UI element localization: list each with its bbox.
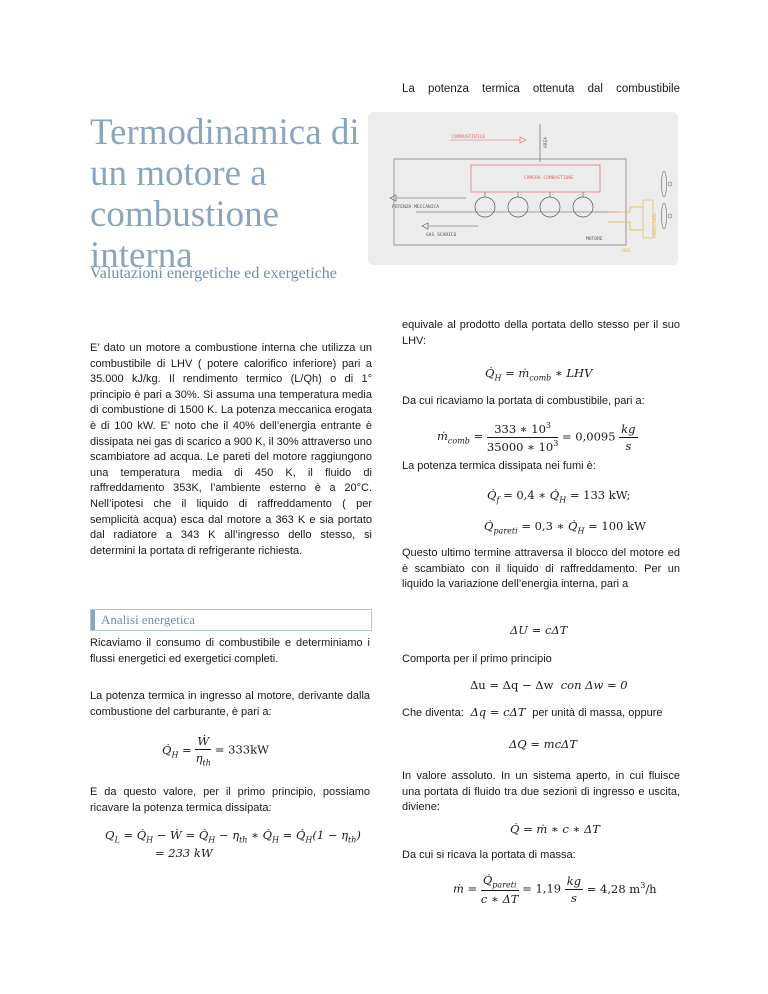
fuel-flow-intro: Da cui ricaviamo la portata di combustibile, pari a:	[402, 395, 645, 407]
engine-diagram	[368, 112, 678, 265]
per-mass-b: per unità di massa, oppure	[532, 707, 663, 719]
mdot-volume: = 4,28 m	[586, 881, 641, 896]
qf-coef: = 0,4 ∗	[503, 488, 550, 502]
thermal-power-intro: La potenza termica in ingresso al motore, derivante dalla combustione del carburante, è pari a:	[90, 690, 370, 718]
fan-2	[662, 203, 667, 229]
label-camera: CAMERA COMBUSTIONE	[524, 176, 574, 181]
analysis-intro: Ricaviamo il consumo di combustibile e determiniamo i flussi energetici ed exergetici completi.	[90, 637, 370, 665]
problem-statement: E’ dato un motore a combustione interna che utilizza un combustibile di LHV ( potere calorifico inferiore) pari a 35.000 kJ/kg. Il rendimento termico (L/Qh) o di 1° principio è pari a 30%. Si assuma una temperatura media di combustione di 1500 K. La potenza meccanica erogata è di 100 kW. E’ noto che il 40% dell’energia entrante è dissipata nei gas di scarico a 900 K, il 30% attraverso uno scambiatore ad acqua. Le pareti del motore raggiungono una temperatura media di 450 K, il fluido di raffreddamento 353K, l’ambiente esterno è a 20°C. Nell’ipotesi che il liquido di raffreddamento ( per semplicità acqua) esca dal motore a 363 K e sia portato dal radiatore a 343 K all’ingresso dello stesso, si determini la portata di refrigerante richiesta.	[90, 342, 372, 557]
dissipated-power-intro: E da questo valore, per il primo principio, possiamo ricavare la potenza termica dissipata:	[90, 786, 370, 814]
piston-2	[508, 197, 528, 217]
mcomb-value: = 0,0095	[561, 429, 616, 444]
equation-dq: ΔQ = mcΔT	[509, 737, 578, 751]
mcomb-denominator: 35000 ∗ 10	[486, 439, 554, 454]
open-system-text: In valore assoluto. In un sistema aperto, in cui fluisce una portata di fluido tra due sezioni di ingresso e uscita, diviene:	[402, 770, 680, 814]
label-radiatore: RADIATORE	[653, 213, 658, 238]
equation-mcomb: ṁ$_{comb}$ = $\frac{333 ∗ 10^3}{35000 ∗ 10^3}$ = 0,0095 $\frac{kg}{s}$	[437, 421, 636, 454]
per-mass-text: Che diventa: Δq = cΔT per unità di massa, oppure	[402, 705, 663, 719]
equation-ql: $Q_L$ = $Q̇_H$ − Ẇ = $Q̇_H - \eta_{th}$ ∗ $Q̇_H$ = $Q̇_H(1 - \eta_{th})$	[105, 828, 361, 845]
mdot-unit: /h	[645, 881, 657, 896]
first-law-cond: con Δw = 0	[560, 678, 628, 692]
label-potenza: POTENZA MECCANICA	[392, 205, 440, 210]
section-header	[90, 609, 372, 631]
equation-qh: $Q̇_H$ = $\frac{\text{Ẇ}}{\eta_{th}}$ = 333kW	[162, 734, 269, 768]
first-law-lhs: Δu = Δq − Δw	[470, 678, 554, 692]
equation-du: ΔU = cΔT	[510, 623, 568, 637]
equation-qdot: Q̇ = ṁ ∗ c ∗ ΔT	[510, 822, 600, 836]
piston-1	[475, 197, 495, 217]
fan-1	[662, 171, 667, 197]
equation-first-law	[470, 678, 628, 692]
section-accent-bar	[91, 610, 95, 630]
per-mass-a: Che diventa:	[402, 707, 464, 719]
qp-coef: = 0,3 ∗	[521, 519, 569, 533]
engine-diagram-svg	[368, 112, 678, 265]
piston-3	[540, 197, 560, 217]
qp-value: = 100 kW	[584, 519, 646, 533]
page-title: Termodinamica di un motore a combustione interna	[90, 112, 360, 276]
label-motore: MOTORE	[586, 237, 603, 242]
coolant-out	[608, 207, 643, 212]
equation-mdot: ṁ = $\frac{Q̇_{pareti}}{c ∗ \Delta T}$ = 1,19 $\frac{kg}{s}$ = 4,28 $m^3/h$	[453, 873, 657, 907]
label-h2o: H2O	[622, 249, 631, 254]
flue-gas-intro: La potenza termica dissipata nei fumi è:	[402, 460, 596, 472]
wall-heat-text: Questo ultimo termine attraversa il blocco del motore ed è scambiato con il liquido di raffreddamento. Per un liquido la variazione dell’energia interna, pari a	[402, 547, 680, 591]
equation-ql-result: = 233 kW	[155, 846, 213, 860]
exhaust-arrow	[422, 223, 428, 229]
fan-hub-2	[668, 214, 672, 218]
mcomb-numerator: 333 ∗ 10	[494, 421, 546, 436]
lhv-intro: equivale al prodotto della portata dello stesso per il suo LHV:	[402, 319, 680, 347]
mdot-value: = 1,19	[522, 881, 562, 896]
equation-qh-lhv: $Q̇_H$ = ṁ$_{comb}$ ∗ LHV	[485, 366, 593, 383]
mass-flow-intro: Da cui si ricava la portata di massa:	[402, 849, 576, 861]
label-gas: GAS SCARICO	[426, 233, 457, 238]
fan-hub-1	[668, 182, 672, 186]
first-law-intro: Comporta per il primo principio	[402, 653, 552, 665]
section-title: Analisi energetica	[101, 612, 195, 627]
fuel-arrow	[520, 137, 526, 143]
coolant-in	[608, 222, 643, 230]
page-subtitle: Valutazioni energetiche ed exergetiche	[90, 265, 337, 282]
eq1-result: = 333kW	[214, 742, 269, 757]
piston-4	[573, 197, 593, 217]
qf-value: = 133 kW;	[566, 488, 631, 502]
equation-qf: $Q̇_f = 0,4$ ∗ $Q̇_H = 133$ kW;	[487, 488, 631, 505]
equation-qpareti: $Q̇_{pareti} = 0,3$ ∗ $Q̇_H = 100$ kW	[484, 519, 646, 536]
radiator	[643, 200, 653, 238]
top-line-text: La potenza termica ottenuta dal combustibile	[402, 83, 680, 95]
label-combustibile: COMBUSTIBILE	[452, 135, 486, 140]
power-arrow	[390, 195, 396, 201]
label-aria: ARIA	[544, 136, 549, 148]
